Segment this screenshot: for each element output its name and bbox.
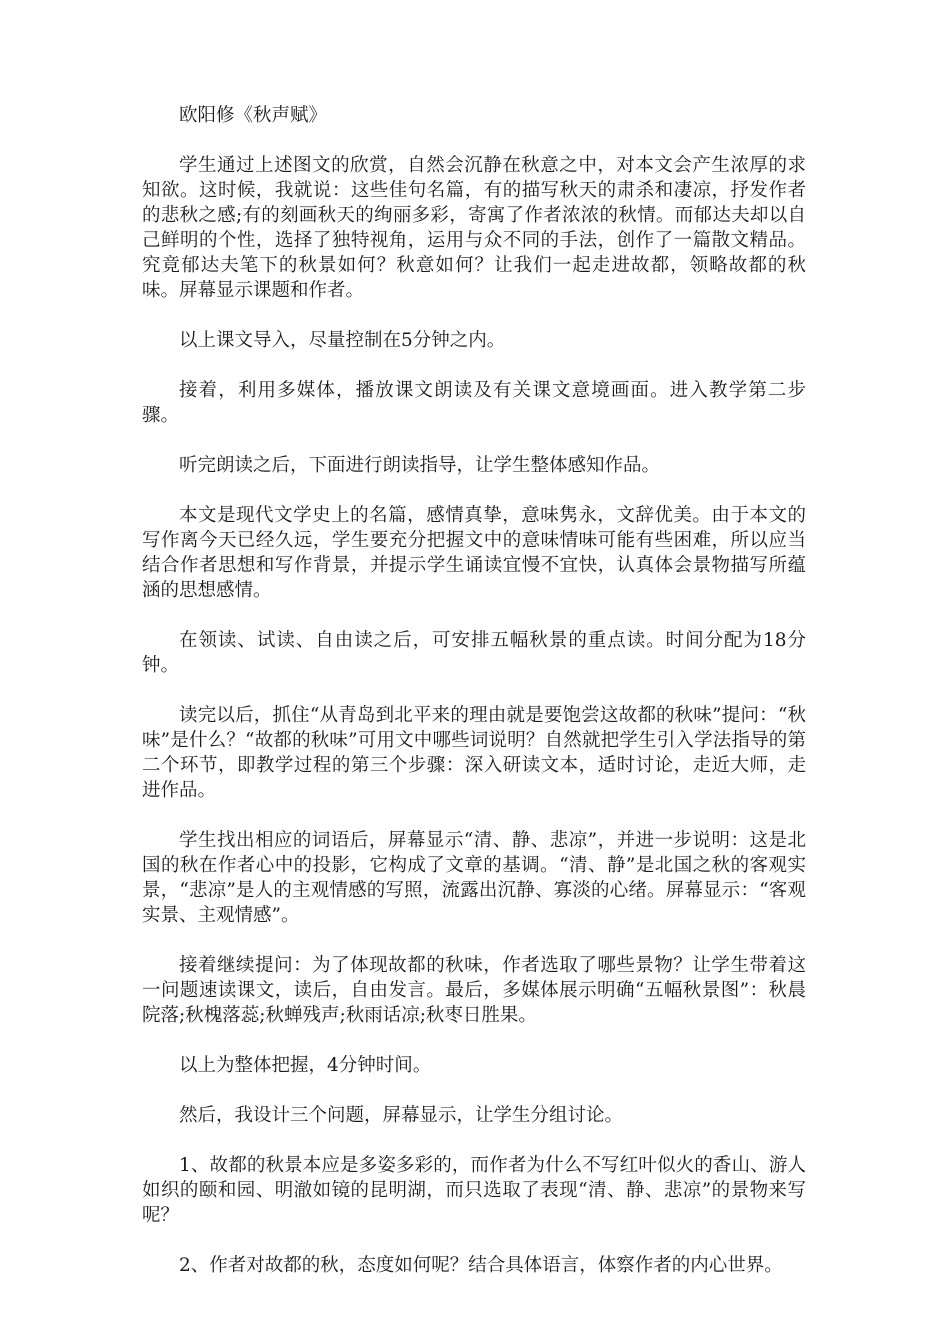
paragraph-7: 在领读、试读、自由读之后，可安排五幅秋景的重点读。时间分配为18分钟。 <box>142 630 806 676</box>
paragraph-3: 以上课文导入，尽量控制在5分钟之内。 <box>179 330 506 351</box>
paragraph-9: 学生找出相应的词语后，屏幕显示“清、静、悲凉”，并进一步说明：这是北国的秋在作者心中的投影，它构成了文章的基调。“清、静”是北国之秋的客观实景，“悲凉”是人的主观情感的写照，流露出沉静、寡淡的心绪。屏幕显示：“客观实景、主观情感”。 <box>142 830 806 926</box>
document-page <box>142 103 806 1303</box>
paragraph-12: 然后，我设计三个问题，屏幕显示，让学生分组讨论。 <box>179 1105 624 1126</box>
paragraph-14: 2、作者对故都的秋，态度如何呢？结合具体语言，体察作者的内心世界。 <box>179 1255 783 1276</box>
paragraph-6: 本文是现代文学史上的名篇，感情真挚，意味隽永，文辞优美。由于本文的写作离今天已经久远，学生要充分把握文中的意味情味可能有些困难，所以应当结合作者思想和写作背景，并提示学生诵读宜慢不宜快，认真体会景物描写所蕴涵的思想感情。 <box>142 505 806 601</box>
paragraph-11: 以上为整体把握，4分钟时间。 <box>179 1055 432 1076</box>
paragraph-1: 欧阳修《秋声赋》 <box>179 105 328 126</box>
paragraph-8: 读完以后，抓住“从青岛到北平来的理由就是要饱尝这故都的秋味”提问：“秋味”是什么？“故都的秋味”可用文中哪些词说明？自然就把学生引入学法指导的第二个环节，即教学过程的第三个步骤：深入研读文本，适时讨论，走近大师，走进作品。 <box>142 705 806 801</box>
paragraph-2: 学生通过上述图文的欣赏，自然会沉静在秋意之中，对本文会产生浓厚的求知欲。这时候，我就说：这些佳句名篇，有的描写秋天的肃杀和凄凉，抒发作者的悲秋之感;有的刻画秋天的绚丽多彩，寄寓了作者浓浓的秋情。而郁达夫却以自己鲜明的个性，选择了独特视角，运用与众不同的手法，创作了一篇散文精品。究竟郁达夫笔下的秋景如何？秋意如何？让我们一起走进故都，领略故都的秋味。屏幕显示课题和作者。 <box>142 155 806 301</box>
paragraph-10: 接着继续提问：为了体现故都的秋味，作者选取了哪些景物？让学生带着这一问题速读课文，读后，自由发言。最后，多媒体展示明确“五幅秋景图”：秋晨院落;秋槐落蕊;秋蝉残声;秋雨话凉;秋枣日胜果。 <box>142 955 806 1026</box>
paragraph-5: 听完朗读之后，下面进行朗读指导，让学生整体感知作品。 <box>179 455 661 476</box>
paragraph-13: 1、故都的秋景本应是多姿多彩的，而作者为什么不写红叶似火的香山、游人如织的颐和园、明澈如镜的昆明湖，而只选取了表现“清、静、悲凉”的景物来写呢？ <box>142 1155 806 1226</box>
paragraph-4: 接着，利用多媒体，播放课文朗读及有关课文意境画面。进入教学第二步骤。 <box>142 380 806 426</box>
